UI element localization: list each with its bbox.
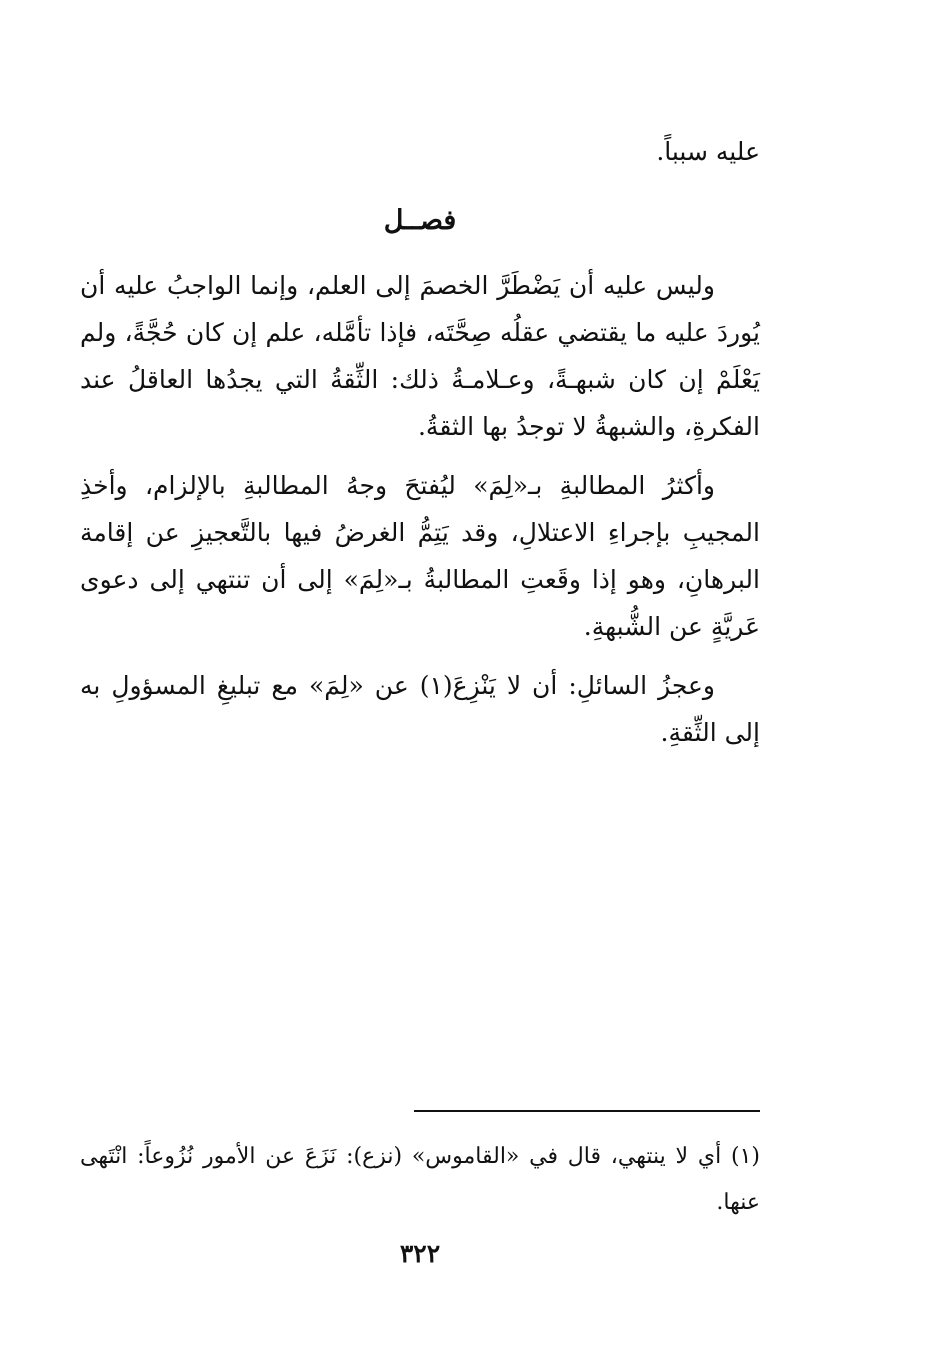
paragraph-3: وعجزُ السائلِ: أن لا يَنْزِعَ(١) عن «لِمَ» مع تبليغِ المسؤولِ به إلى الثِّقةِ. bbox=[80, 671, 760, 747]
paragraph-2: وأكثرُ المطالبةِ بـ«لِمَ» ليُفتحَ وجهُ المطالبةِ بالإلزام، وأخذِ المجيبِ بإجراءِ الاعتلالِ، وقد يَتِمُّ الغرضُ فيها بالتَّعجيزِ عن إقامة البرهانِ، وهو إذا وقَعتِ المطالبةُ بـ«لِمَ» إلى أن تنتهي إلى دعوى عَريَّةٍ عن الشُّبهةِ. bbox=[80, 471, 760, 641]
paragraph-1: وليس عليه أن يَضْطَرَّ الخصمَ إلى العلم، وإنما الواجبُ عليه أن يُوردَ عليه ما يقتضي عقلُه صِحَّتَه، فإذا تأمَّله، علم إن كان حُجَّةً، ولم يَعْلَمْ إن كان شبهـةً، وعـلامـةُ ذلك: الثِّقةُ التي يجدُها العاقلُ عند الفكرةِ، والشبهةُ لا توجدُ بها الثقةُ. bbox=[80, 271, 760, 441]
section-heading: فصــل bbox=[383, 205, 457, 236]
continuation-text: عليه سبباً. bbox=[656, 137, 760, 166]
page-number: ٣٢٢ bbox=[399, 1239, 441, 1268]
footnote-separator bbox=[414, 1110, 760, 1112]
footnote: (١) أي لا ينتهي، قال في «القاموس» (نزع): نَزَعَ عن الأمور نُزُوعاً: انْتَهى عنها. bbox=[80, 1144, 760, 1215]
body-text bbox=[80, 262, 760, 768]
